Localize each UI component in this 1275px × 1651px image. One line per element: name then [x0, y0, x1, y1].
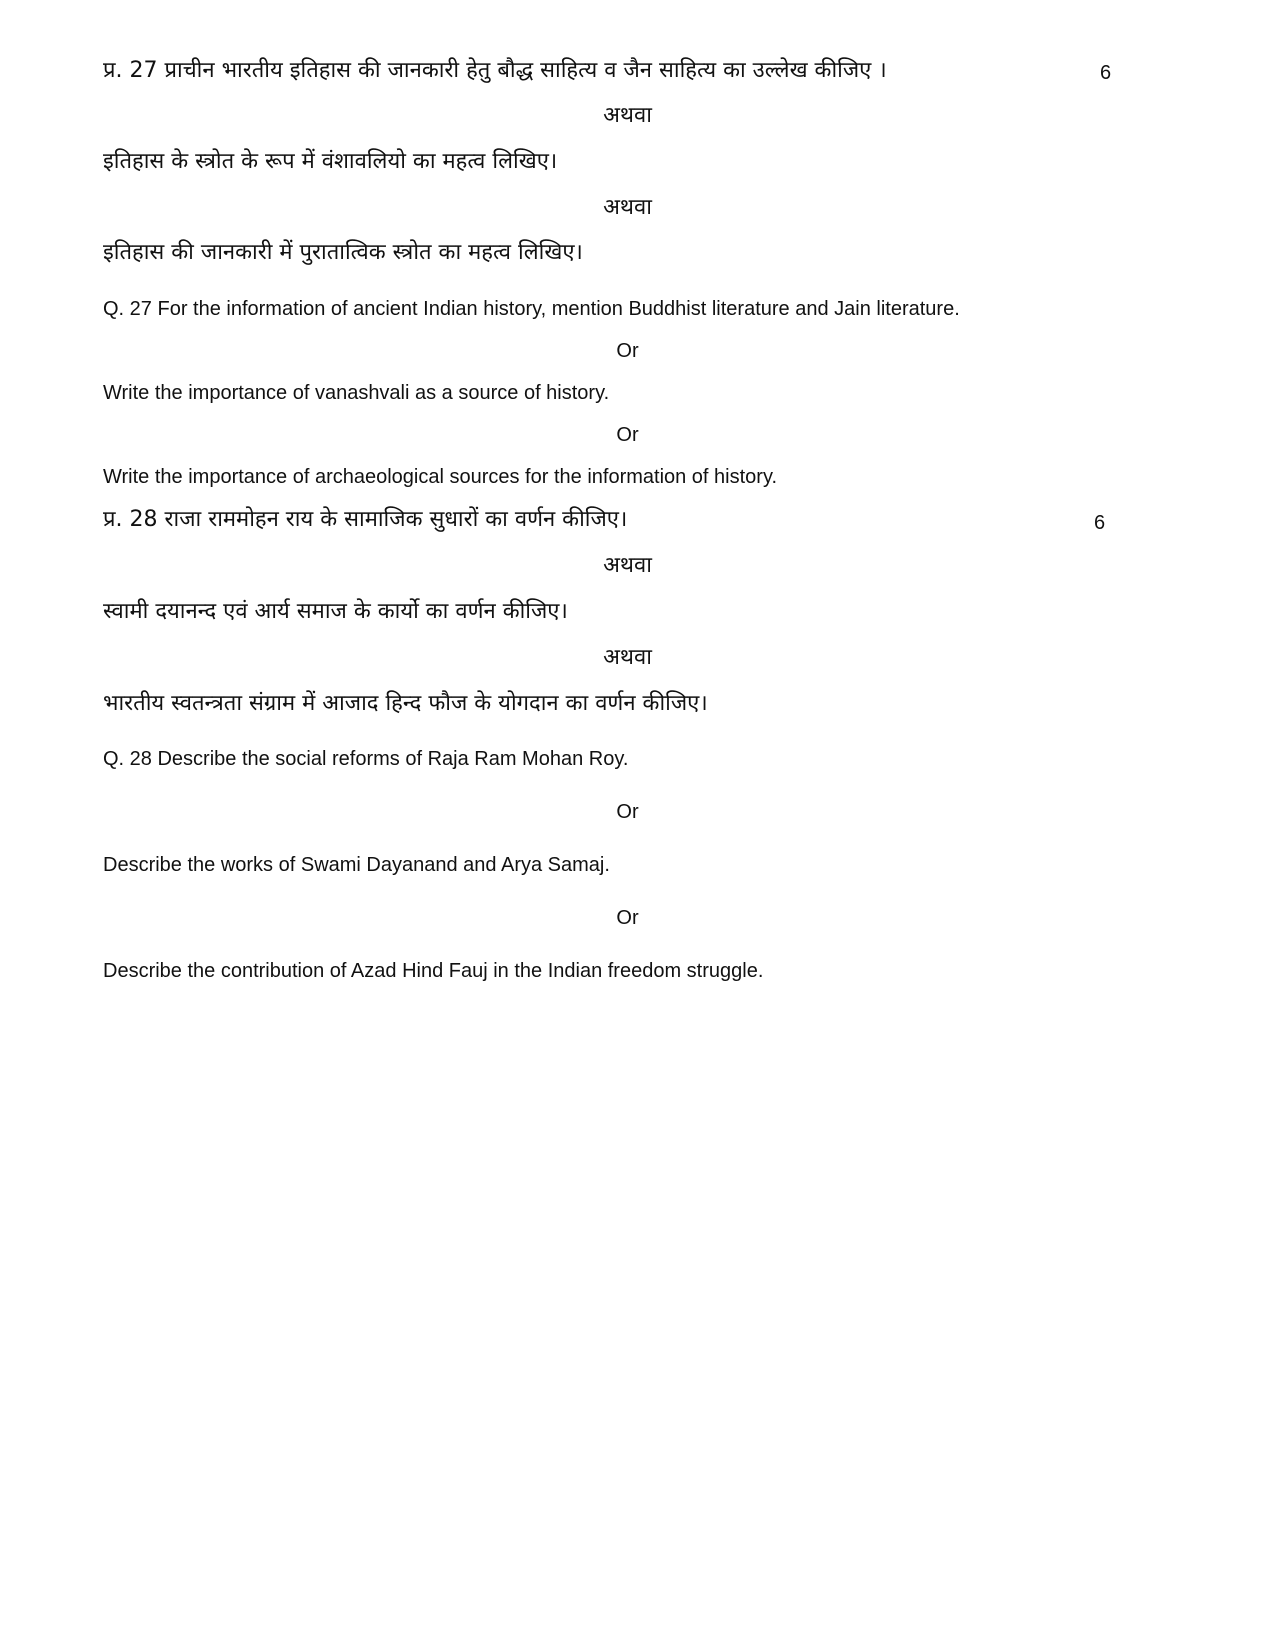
q28-hindi-alt-1: स्वामी दयानन्द एवं आर्य समाज के कार्यो का वर्णन कीजिए।: [103, 599, 568, 624]
q28-english-alt-2: Describe the contribution of Azad Hind Fauj in the Indian freedom struggle.: [103, 960, 764, 982]
q27-hindi-alt-1: इतिहास के स्त्रोत के रूप में वंशावलियो का महत्व लिखिए।: [103, 149, 558, 174]
q28-hindi-question: प्र. 28 राजा राममोहन राय के सामाजिक सुधारों का वर्णन कीजिए।: [103, 507, 628, 532]
q28-english-or-2: Or: [616, 907, 639, 929]
q27-english-question: Q. 27 For the information of ancient Indian history, mention Buddhist literature and Jain literature.: [103, 298, 960, 320]
q27-hindi-alt-2: इतिहास की जानकारी में पुरातात्विक स्त्रोत का महत्व लिखिए।: [103, 240, 583, 265]
q27-english-or-2: Or: [616, 424, 639, 446]
q27-english-alt-1: Write the importance of vanashvali as a source of history.: [103, 382, 610, 404]
q28-english-or-1: Or: [616, 801, 639, 823]
q28-marks: 6: [1094, 512, 1106, 534]
q28-english-alt-1: Describe the works of Swami Dayanand and Arya Samaj.: [103, 854, 610, 876]
q27-hindi-or-2: अथवा: [603, 195, 652, 220]
q28-english-question: Q. 28 Describe the social reforms of Raja Ram Mohan Roy.: [103, 748, 629, 770]
q27-english-or-1: Or: [616, 340, 639, 362]
q28-hindi-alt-2: भारतीय स्वतन्त्रता संग्राम में आजाद हिन्द फौज के योगदान का वर्णन कीजिए।: [103, 691, 708, 716]
q27-english-alt-2: Write the importance of archaeological sources for the information of history.: [103, 466, 778, 488]
q27-hindi-question: प्र. 27 प्राचीन भारतीय इतिहास की जानकारी हेतु बौद्ध साहित्य व जैन साहित्य का उल्लेख कीजिए ।: [103, 58, 887, 83]
q27-marks: 6: [1100, 62, 1112, 84]
q28-hindi-or-2: अथवा: [603, 645, 652, 670]
q28-hindi-or-1: अथवा: [603, 553, 652, 578]
q27-hindi-or-1: अथवा: [603, 103, 652, 128]
